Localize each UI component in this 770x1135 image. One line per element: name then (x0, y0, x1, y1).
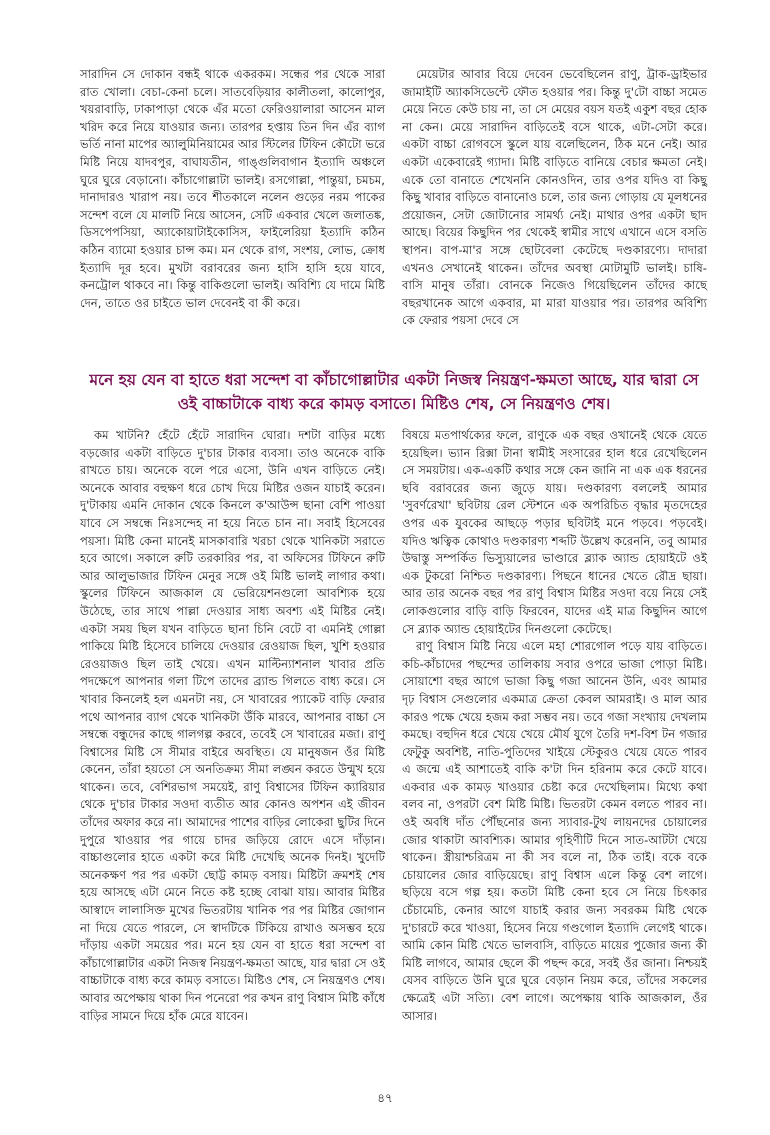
pull-quote: মনে হয় যেন বা হাতে ধরা সন্দেশ বা কাঁচাগোল্লাটার একটা নিজস্ব নিয়ন্ত্রণ-ক্ষমতা আছে, যার দ্বারা সে ওই বাচ্চাটাকে বাধ্য করে কামড় বসাতে। মিষ্টিও শেষ, সে নিয়ন্ত্রণও শেষ। (89, 371, 699, 413)
column-bottom-left (80, 427, 385, 1025)
paragraph: মেয়েটার আবার বিয়ে দেবেন ভেবেছিলেন রাণু, ট্রাক-ড্রাইভার জামাইটি অ্যাকসিডেন্টে ফৌত হওয়ার পর। কিন্তু দু'টো বাচ্চা সমেত মেয়ে নিতে কেউ চায় না, তা সে মেয়ের বয়স যতই একুশ বছর হোক না কেন। মেয়ে সারাদিন বাড়িতেই বসে থাকে, এটা-সেটা করে। একটা বাচ্চা রোগবসে স্কুলে যায় বলেছিলেন, ঠিক মনে নেই। আর একটা একেবারেই গ্যাদা। মিষ্টি বাড়িতে বানিয়ে বেচার ক্ষমতা নেই। একে তো বানাতে শেখেননি কোনওদিন, তার ওপর যদিও বা কিছু কিছু খাবার বাড়িতে বানানোও চলে, তার জন্য গোড়ায় যে মূলধনের প্রয়োজন, সেটা জোটানোর সামর্থ্য নেই। মাথার ওপর একটা ছাদ আছে। বিয়ের কিছুদিন পর থেকেই স্বামীর সাথে এখানে এসে বসতি স্থাপন। বাপ-মা'র সঙ্গে ছোটবেলা কেটেছে দণ্ডকারণ্যে। দাদারা এখনও সেখানেই থাকেন। তাঁদের অবস্থা মোটামুটি ভালই। চাষি-বাসি মানুষ তাঁরা। বোনকে নিজেও গিয়েছিলেন তাঁদের কাছে বছরখানেক আগে একবার, মা মারা যাওয়ার পর। তারপর অবিশ্যি কে ফেরার পয়সা দেবে সে (402, 67, 707, 328)
paragraph: রাণু বিশ্বাস মিষ্টি নিয়ে এলে মহা শোরগোল পড়ে যায় বাড়িতে। কচি-কাঁচাদের পছন্দের তালিকায় সবার ওপরে ভাজা পোড়া মিষ্টি। সোয়াশো বছর আগে ভাজা কিছু গজা আনেন উনি, এবং আমার দৃঢ় বিশ্বাস সেগুলোর একমাত্র ক্রেতা কেবল আমরাই। ও মাল আর কারও পক্ষে খেয়ে হজম করা সম্ভব নয়। তবে গজা সংখ্যায় দেখলাম কমছে। বহুদিন ধরে খেয়ে খেয়ে মৌর্য যুগে তৈরি দশ-বিশ টন গজার ফেটুকু অবশিষ্ট, নাতি-পুতিদের খাইয়ে স্টেকুরও খেয়ে যেতে পারব এ জন্মে এই আশাতেই বাকি ক'টা দিন হরিনাম করে কেটে যাবে। একবার এক কামড় খাওয়ার চেষ্টা করে দেখেছিলাম। মিথ্যে কথা বলব না, ওপরটা বেশ মিষ্টি মিষ্টি। ভিতরটা কেমন বলতে পারব না। ওই অবধি দাঁত পৌঁছনোর জন্য স্যাবার-টুথ লায়নদের চোয়ালের জোর থাকাটা আবশ্যিক। আমার গৃহিণীটি দিনে সাত-আটটা খেয়ে থাকেন। স্ত্রীয়াশ্চরিত্রম না কী সব বলে না, ঠিক তাই। বকে বকে চোয়ালের জোর বাড়িয়েছে। রাণু বিশ্বাস এলে কিন্তু বেশ লাগে। ছড়িয়ে বসে গল্প হয়। কতটা মিষ্টি কেনা হবে সে নিয়ে চিৎকার চেঁচামেচি, কেনার আগে যাচাই করার জন্য সবরকম মিষ্টি থেকে দু'চারটে করে খাওয়া, হিসেব নিয়ে গণ্ডগোল ইত্যাদি লেগেই থাকে। আমি কোন মিষ্টি খেতে ভালবাসি, বাড়িতে মায়ের পুজোর জন্য কী মিষ্টি লাগবে, আমার ছেলে কী পছন্দ করে, সবই ওঁর জানা। নিশ্চয়ই যেসব বাড়িতে উনি ঘুরে ঘুরে বেড়ান নিয়ম করে, তাঁদের সকলের ক্ষেত্রেই এটা সত্যি। বেশ লাগে। অপেক্ষায় থাকি আজকাল, ওঁর আসার। (402, 639, 707, 1023)
paragraph: বিষয়ে মতপার্থক্যের ফলে, রাণুকে এক বছর ওখানেই থেকে যেতে হয়েছিল। ভ্যান রিক্সা টানা স্বামীই সংসারের হাল ধরে রেখেছিলেন সে সময়টায়। এক-একটি কথার সঙ্গে কেন জানি না এক এক ধরনের ছবি বরাবরের জন্য জুড়ে যায়। দণ্ডকারণ্য বললেই আমার 'সুবর্ণরেখা' ছবিটায় রেল স্টেশনে এক অপরিচিত বৃদ্ধার মৃতদেহের ওপর এক যুবকের আছড়ে পড়ার ছবিটাই মনে পড়বে। পড়বেই। যদিও ঋত্বিক কোথাও দণ্ডকারণ্য শব্দটি উল্লেখ করেননি, তবু আমার উদ্বাস্তু সম্পর্কিত ভিস্যুয়ালের ভাণ্ডারে ব্ল্যাক অ্যান্ড হোয়াইটে ওই এক টুকরো নিশ্চিত দণ্ডকারণ্য। পিছনে ধানের খেতে রৌদ্র ছায়া। আর তার অনেক বছর পর রাণু বিশ্বাস মিষ্টির সওদা বয়ে নিয়ে সেই লোকগুলোর বাড়ি বাড়ি ফিরবেন, যাদের এই মাত্র কিছুদিন আগে সে ব্ল্যাক অ্যান্ড হোয়াইটের দিনগুলো কেটেছে। (402, 428, 707, 636)
paragraph: কম খাটনি? হেঁটে হেঁটে সারাদিন ঘোরা। দশটা বাড়ির মধ্যে বড়জোর একটা বাড়িতে দু'চার টাকার ব্যবসা। তাও অনেকে বাকি রাখতে চায়। অনেকে বলে পরে এসো, উনি এখন বাড়িতে নেই। অনেকে আবার বহুক্ষণ ধরে চোখ দিয়ে মিষ্টির ওজন যাচাই করেন। দু'টাকায় এমনি দোকান থেকে কিনলে ক'আউন্স ছানা বেশি পাওয়া যাবে সে সম্বন্ধে নিঃসন্দেহ না হয়ে নিতে চান না। সবাই হিসেবের পয়সা। মিষ্টি কেনা মানেই মাসকাবারি খরচা থেকে খানিকটা সরাতে হবে আগে। সকালে রুটি তরকারির পর, বা অফিসের টিফিনে রুটি আর আলুভাজার টিফিন মেনুর সঙ্গে ওই মিষ্টি ভালই লাগার কথা। স্কুলের টিফিনে আজকাল যে ভেরিয়েশনগুলো আবশ্যিক হয়ে উঠেছে, তার সাথে পাল্লা দেওয়ার সাধ্য অবশ্য এই মিষ্টির নেই। একটা সময় ছিল যখন বাড়িতে ছানা চিনি বেটে বা এমনিই গোল্লা পাকিয়ে মিষ্টি হিসেবে চালিয়ে দেওয়ার রেওয়াজ ছিল, খুশি হওয়ার রেওয়াজও ছিল তাই খেয়ে। এখন মাল্টিন্যাশনাল খাবার প্রতি পদক্ষেপে আপনার গলা টিপে তাদের ব্র্যান্ড গিলতে বাধ্য করে। সে খাবার কিনলেই হল এমনটা নয়, সে খাবারের প্যাকেট বাড়ি ফেরার পথে আপনার ব্যাগ থেকে খানিকটা উঁকি মারবে, আপনার বাচ্চা সে সম্বন্ধে বন্ধুদের কাছে গালগল্প করবে, তবেই সে খাবারের মজা। রাণু বিশ্বাসের মিষ্টি সে সীমার বাইরে অবস্থিত। যে মানুষজন ওঁর মিষ্টি কেনেন, তাঁরা হয়তো সে অনতিক্রম্য সীমা লঙ্ঘন করতে উন্মুখ হয়ে থাকেন। তবে, বেশিরভাগ সময়েই, রাণু বিশ্বাসের টিফিন ক্যারিয়ার থেকে দু'চার টাকার সওদা ব্যতীত আর কোনও অপশন এই জীবন তাঁদের অফার করে না। আমাদের পাশের বাড়ির লোকেরা ছুটির দিনে দুপুরে খাওয়ার পর গায়ে চাদর জড়িয়ে রোদে এসে দাঁড়ান। বাচ্চাগুলোর হাতে একটা করে মিষ্টি দেখেছি অনেক দিনই। খুদেটি অনেকক্ষণ পর পর একটা ছোট্ট কামড় বসায়। মিষ্টিটা ক্রমশই শেষ হয়ে আসছে এটা মেনে নিতে কষ্ট হচ্ছে বোঝা যায়। আবার মিষ্টির আস্বাদে লালাসিক্ত মুখের ভিতরটায় খানিক পর পর মিষ্টির জোগান না দিয়ে যেতে পারলে, সে স্বাদটিকে টিকিয়ে রাখাও অসম্ভব হয়ে দাঁড়ায় একটা সময়ের পর। মনে হয় যেন বা হাতে ধরা সন্দেশ বা কাঁচাগোল্লাটার একটা নিজস্ব নিয়ন্ত্রণ-ক্ষমতা আছে, যার দ্বারা সে ওই বাচ্চাটাকে বাধ্য করে কামড় বসাতে। মিষ্টিও শেষ, সে নিয়ন্ত্রণও শেষ। আবার অপেক্ষায় থাকা দিন পনেরো পর কখন রাণু বিশ্বাস মিষ্টি কাঁধে বাড়ির সামনে দিয়ে হাঁক মেরে যাবেন। (80, 428, 385, 1023)
page-number: ৪৭ (377, 1091, 393, 1105)
paragraph: সারাদিন সে দোকান বন্ধই থাকে একরকম। সন্ধের পর থেকে সারা রাত খোলা। বেচা-কেনা চলে। সাতবেড়িয়ার কালীতলা, কালোপুর, খয়রাবাড়ি, ঢাকাপাড়া থেকে এঁর মতো ফেরিওয়ালারা আসেন মাল খরিদ করে নিয়ে যাওয়ার জন্য। তারপর হপ্তায় তিন দিন এঁর ব্যাগ ভর্তি নানা মাপের অ্যালুমিনিয়ামের আর স্টিলের টিফিন কৌটো ভরে মিষ্টি নিয়ে যাদবপুর, বাঘাযতীন, গাঙ্গুলিবাগান ইত্যাদি অঞ্চলে ঘুরে ঘুরে বেড়ানো। কাঁচাগোল্লাটা ভালই। রসগোল্লা, পান্তুয়া, চমচম, দানাদারও খারাপ নয়। তবে শীতকালে নলেন গুড়ের নরম পাকের সন্দেশ বলে যে মালটি নিয়ে আসেন, সেটি একবার খেলে জলাতঙ্ক, ডিসপেপসিয়া, অ্যাকোয়াটাইকোসিস, ফাইলেরিয়া ইত্যাদি কঠিন কঠিন ব্যামো হওয়ার চান্স কম। মন থেকে রাগ, সংশয়, লোভ, ক্রোধ ইত্যাদি দূর হবে। মুখটা বরাবরের জন্য হাসি হাসি হয়ে যাবে, কনট্রোল থাকবে না। কিন্তু বাকিগুলো ভালই। অবিশ্যি যে দামে মিষ্টি দেন, তাতে ওর চাইতে ভাল দেবেনই বা কী করে। (80, 67, 385, 310)
column-bottom-right (402, 427, 707, 1025)
column-top-right (402, 66, 707, 330)
column-top-left (80, 66, 385, 312)
